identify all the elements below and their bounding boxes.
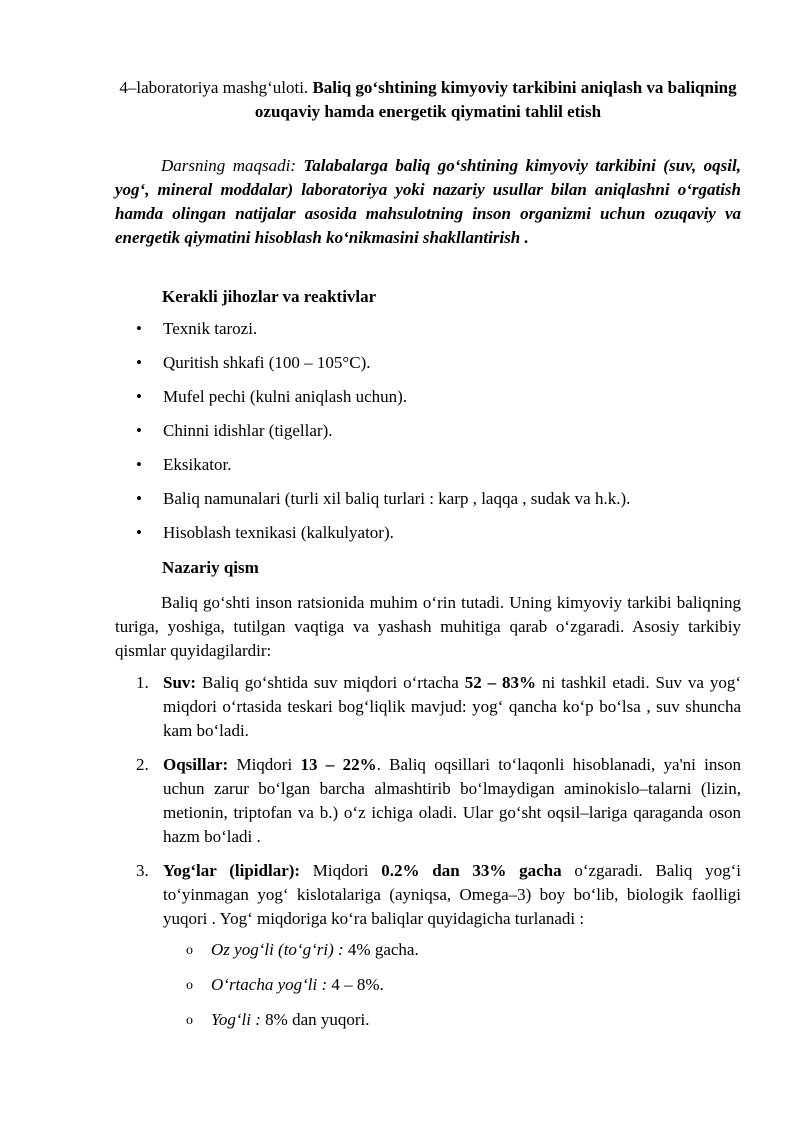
composition-list (136, 753, 741, 849)
list-item: o Yog‘li : 8% dan yuqori. (186, 1006, 746, 1041)
list-item: • Baliq namunalari (turli xil baliq turlari : karp , laqqa , sudak va h.k.). (136, 485, 756, 519)
list-item: o Oz yog‘li (to‘g‘ri) : 4% gacha. (186, 936, 746, 971)
circle-bullet-icon: o (186, 978, 193, 993)
bullet-icon: • (136, 353, 142, 372)
objective-text: Talabalarga baliq go‘shtining kimyoviy tarkibini (suv, oqsil, yog‘, mineral moddalar) laboratoriya yoki nazariy usullar bilan aniqlashni o‘rgatish hamda olingan natijalar asosida mahsulotning inson organizmi uchun ozuqaviy va energetik qiymatini hisoblash ko‘nikmasini shakllantirish . (115, 156, 741, 247)
theory-heading: Nazariy qism (162, 558, 259, 577)
list-item: • Mufel pechi (kulni aniqlash uchun). (136, 383, 756, 417)
list-item: • Texnik tarozi. (136, 315, 756, 349)
bullet-icon: • (136, 489, 142, 508)
composition-list (136, 859, 741, 931)
theory-intro: Baliq go‘shti inson ratsionida muhim o‘rin tutadi. Uning kimyoviy tarkibi baliqning turiga, yoshiga, tutilgan vaqtiga va yashash muhitiga qarab o‘zgaradi. Asosiy tarkibiy qismlar quyidagilardir: (115, 593, 741, 660)
composition-list (136, 671, 741, 743)
equipment-heading: Kerakli jihozlar va reaktivlar (162, 287, 377, 306)
list-item: o O‘rtacha yog‘li : 4 – 8%. (186, 971, 746, 1006)
lab-title-prefix: 4–laboratoriya mashg‘uloti. (119, 78, 313, 97)
bullet-icon: • (136, 319, 142, 338)
objective-label: Darsning maqsadi: (161, 156, 304, 175)
bullet-icon: • (136, 387, 142, 406)
equipment-list (136, 315, 756, 553)
objective-paragraph (115, 154, 741, 250)
list-item: • Quritish shkafi (100 – 105°C). (136, 349, 756, 383)
list-item-lipids: 3. Yog‘lar (lipidlar): Miqdori 0.2% dan 33% gacha o‘zgaradi. Baliq yog‘i to‘yinmagan yog‘ kislotalariga (ayniqsa, Omega–3) boy bo‘lib, biologik faolligi yuqori . Yog‘ miqdoriga ko‘ra baliqlar quyidagicha turlanadi : (136, 861, 741, 928)
circle-bullet-icon: o (186, 943, 193, 958)
list-item: • Eksikator. (136, 451, 756, 485)
list-item-protein: 2. Oqsillar: Miqdori 13 – 22%. Baliq oqsillari to‘laqonli hisoblanadi, ya'ni inson uchun zarur bo‘lgan barcha almashtirib bo‘lmaydigan aminokislo–talarni (lizin, metionin, triptofan va b.) o‘z ichiga oladi. Ular go‘sht oqsil–lariga qaraganda oson hazm bo‘ladi . (136, 755, 741, 846)
lab-title-topic: Baliq go‘shtining kimyoviy tarkibini aniqlash va baliqning ozuqaviy hamda energetik qiymatini tahlil etish (254, 78, 737, 121)
bullet-icon: • (136, 421, 142, 440)
list-item-water: 1. Suv: Baliq go‘shtida suv miqdori o‘rtacha 52 – 83% ni tashkil etadi. Suv va yog‘ miqdori o‘rtasida teskari bog‘liqlik mavjud: yog‘ qancha ko‘p bo‘lsa , suv shuncha kam bo‘ladi. (136, 673, 741, 740)
circle-bullet-icon: o (186, 1013, 193, 1028)
list-item: • Hisoblash texnikasi (kalkulyator). (136, 519, 756, 553)
bullet-icon: • (136, 523, 142, 542)
list-item: • Chinni idishlar (tigellar). (136, 417, 756, 451)
lab-title (115, 76, 741, 124)
bullet-icon: • (136, 455, 142, 474)
fat-types-list (186, 936, 746, 1041)
